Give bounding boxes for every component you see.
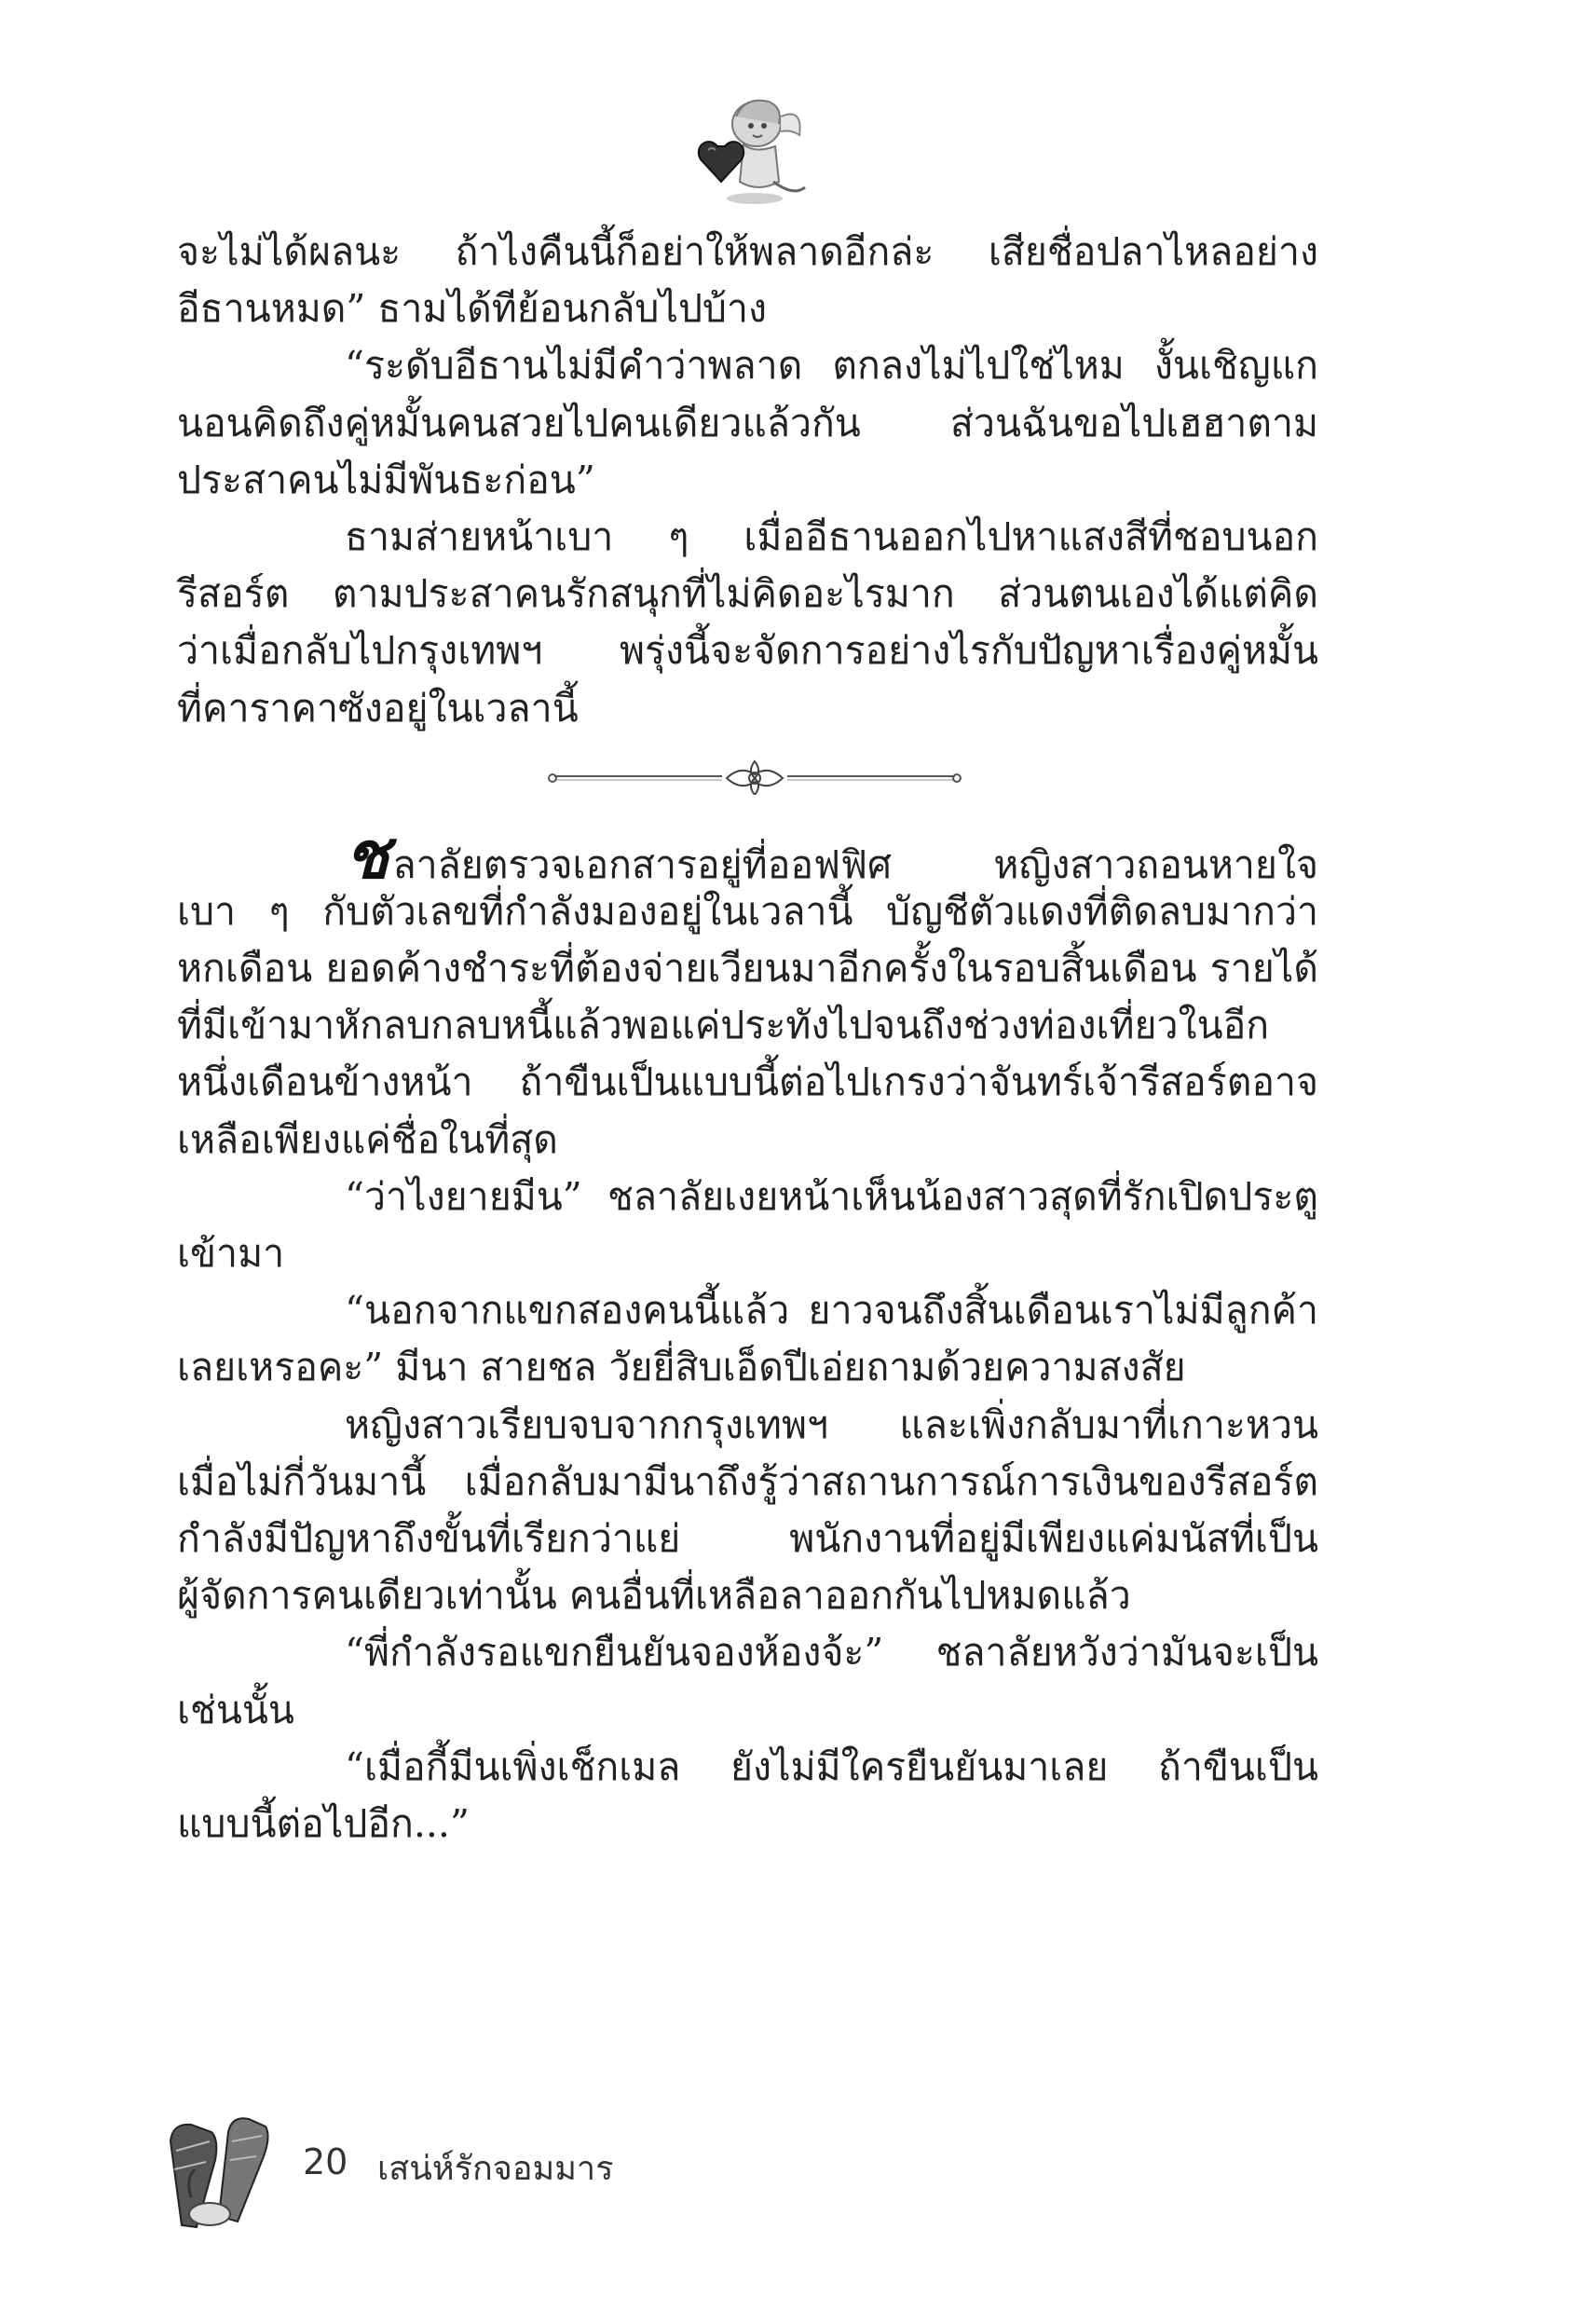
body-line: เข้ามา: [177, 1231, 285, 1276]
book-title: เสน่ห์รักจอมมาร: [377, 2150, 614, 2188]
body-line: จะไม่ได้ผลนะ ถ้าไงคืนนี้ก็อย่าให้พลาดอีกล่ะ เสียชื่อปลาไหลอย่าง: [177, 229, 1318, 274]
body-line: นอนคิดถึงคู่หมั้นคนสวยไปคนเดียวแล้วกัน ส่วนฉันขอไปเฮฮาตาม: [177, 400, 1318, 445]
body-line: กำลังมีปัญหาถึงขั้นที่เรียกว่าแย่ พนักงานที่อยู่มีเพียงแค่มนัสที่เป็น: [177, 1515, 1318, 1561]
body-line: ที่มีเข้ามาหักลบกลบหนี้แล้วพอแค่ประทังไปจนถึงช่วงท่องเที่ยวในอีก: [177, 1003, 1270, 1048]
body-line: เมื่อไม่กี่วันมานี้ เมื่อกลับมามีนาถึงรู้ว่าสถานการณ์การเงินของรีสอร์ต: [177, 1458, 1318, 1504]
body-line-text: ลาลัยตรวจเอกสารอยู่ที่ออฟฟิศ หญิงสาวถอนหายใจ: [392, 841, 1318, 887]
body-line: อีธานหมด” ธามได้ทีย้อนกลับไปบ้าง: [177, 286, 768, 332]
body-line: ว่าเมื่อกลับไปกรุงเทพฯ พรุ่งนี้จะจัดการอย่างไรกับปัญหาเรื่องคู่หมั้น: [177, 628, 1318, 674]
body-line: ประสาคนไม่มีพันธะก่อน”: [177, 457, 595, 502]
page-body: [177, 224, 1318, 1853]
body-line: ธามส่ายหน้าเบา ๆ เมื่ออีธานออกไปหาแสงสีที่ชอบนอก: [345, 513, 1318, 559]
page-number: 20: [303, 2141, 348, 2182]
body-line: เช่นนั้น: [177, 1687, 294, 1732]
body-line: เบา ๆ กับตัวเลขที่กำลังมองอยู่ในเวลานี้ บัญชีตัวแดงที่ติดลบมากว่า: [177, 888, 1318, 934]
body-line: “เมื่อกี้มีนเพิ่งเช็กเมล ยังไม่มีใครยืนยันมาเลย ถ้าขืนเป็น: [345, 1744, 1318, 1789]
body-line: “พี่กำลังรอแขกยืนยันจองห้องจ้ะ” ชลาลัยหวังว่ามันจะเป็น: [345, 1630, 1318, 1675]
ornamental-divider-icon: [545, 758, 964, 795]
body-line: “ว่าไงยายมีน” ชลาลัยเงยหน้าเห็นน้องสาวสุดที่รักเปิดประตู: [345, 1173, 1318, 1219]
body-line: เหลือเพียงแค่ชื่อในที่สุด: [177, 1116, 558, 1162]
snorkel-fins-icon: [154, 2104, 284, 2235]
dropcap-letter: ช: [345, 815, 389, 894]
body-line: ที่คาราคาซังอยู่ในเวลานี้: [177, 685, 579, 731]
page-footer: [154, 2104, 620, 2235]
body-line: “นอกจากแขกสองคนนี้แล้ว ยาวจนถึงสิ้นเดือนเราไม่มีลูกค้า: [345, 1288, 1318, 1333]
body-line: ผู้จัดการคนเดียวเท่านั้น คนอื่นที่เหลือลาออกกันไปหมดแล้ว: [177, 1573, 1131, 1619]
body-line: รีสอร์ต ตามประสาคนรักสนุกที่ไม่คิดอะไรมาก ส่วนตนเองได้แต่คิด: [177, 571, 1318, 617]
body-line: เลยเหรอคะ” มีนา สายชล วัยยี่สิบเอ็ดปีเอ่ยถามด้วยความสงสัย: [177, 1345, 1186, 1390]
cupid-with-heart-icon: [689, 89, 811, 210]
body-line: หนึ่งเดือนข้างหน้า ถ้าขืนเป็นแบบนี้ต่อไปเกรงว่าจันทร์เจ้ารีสอร์ตอาจ: [177, 1060, 1318, 1105]
body-line: หญิงสาวเรียบจบจากกรุงเทพฯ และเพิ่งกลับมาที่เกาะหวน: [345, 1402, 1318, 1447]
body-line: [177, 815, 1318, 894]
section-divider: [177, 737, 1318, 827]
body-line: หกเดือน ยอดค้างชำระที่ต้องจ่ายเวียนมาอีกครั้งในรอบสิ้นเดือน รายได้: [177, 946, 1318, 991]
body-line: แบบนี้ต่อไปอีก...”: [177, 1800, 470, 1846]
body-line: “ระดับอีธานไม่มีคำว่าพลาด ตกลงไม่ไปใช่ไหม งั้นเชิญแก: [345, 343, 1318, 389]
